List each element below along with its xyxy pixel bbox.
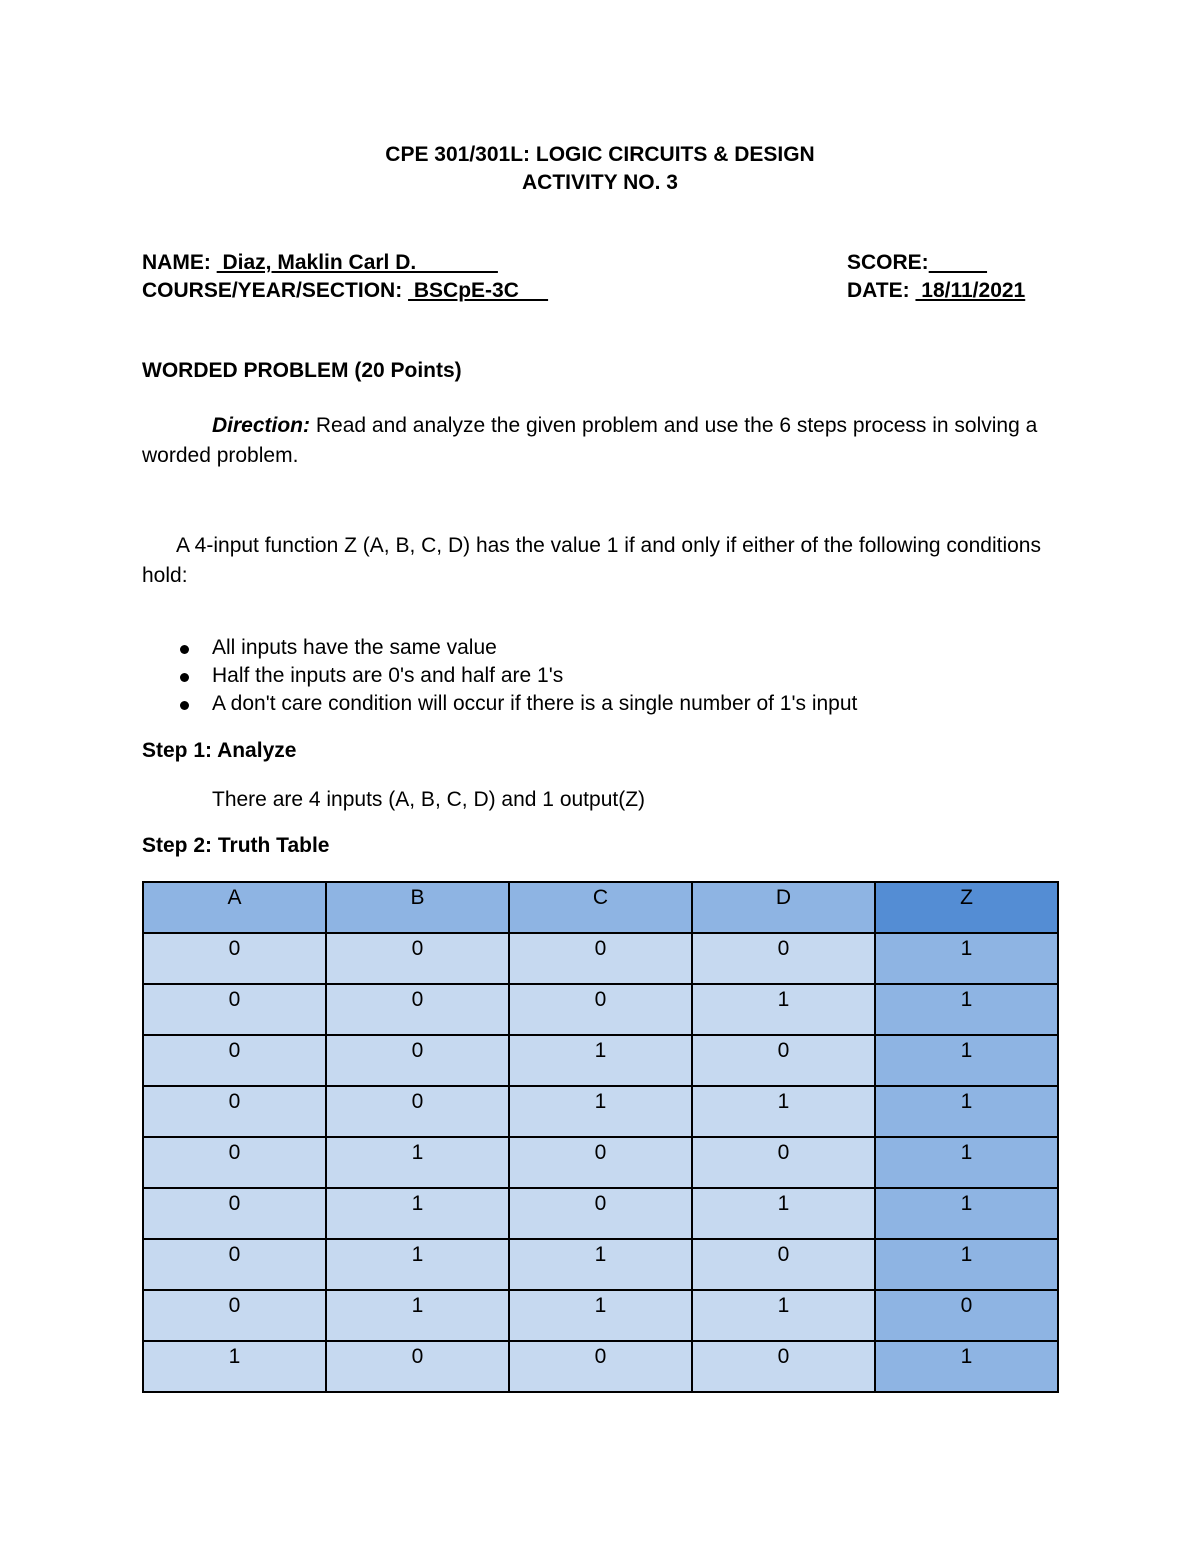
table-header-row [143, 882, 1058, 933]
table-cell: 1 [692, 1290, 875, 1341]
course-title: CPE 301/301L: LOGIC CIRCUITS & DESIGN [385, 143, 815, 166]
table-cell: 1 [509, 1290, 692, 1341]
bullet-icon [180, 701, 189, 710]
condition-item: A don't care condition will occur if there is a single number of 1's input [212, 692, 857, 716]
table-row [143, 1239, 1058, 1290]
column-header-a: A [143, 882, 326, 933]
table-cell: 0 [143, 1035, 326, 1086]
date-row [847, 279, 1025, 303]
output-cell: 1 [875, 984, 1058, 1035]
table-cell: 1 [509, 1035, 692, 1086]
output-cell: 0 [875, 1290, 1058, 1341]
table-cell: 1 [326, 1137, 509, 1188]
score-value [929, 251, 987, 274]
direction-text: Read and analyze the given problem and use the 6 steps process in solving a worded problem. [142, 414, 1038, 467]
output-cell: 1 [875, 933, 1058, 984]
table-cell: 1 [692, 984, 875, 1035]
condition-item: Half the inputs are 0's and half are 1's [212, 664, 563, 688]
problem-heading: WORDED PROBLEM (20 Points) [142, 359, 462, 382]
table-cell: 0 [326, 984, 509, 1035]
course-value: BSCpE-3C [408, 279, 549, 302]
score-row [847, 251, 987, 275]
table-cell: 0 [143, 1290, 326, 1341]
bullet-icon [180, 645, 189, 654]
table-cell: 0 [143, 1188, 326, 1239]
table-cell: 0 [143, 1137, 326, 1188]
activity-number: ACTIVITY NO. 3 [522, 171, 678, 194]
table-cell: 0 [692, 933, 875, 984]
table-cell: 0 [326, 933, 509, 984]
column-header-z: Z [875, 882, 1058, 933]
table-row [143, 1341, 1058, 1392]
truth-table [142, 881, 1059, 1393]
name-row [142, 251, 498, 275]
table-row [143, 984, 1058, 1035]
bullet-icon [180, 673, 189, 682]
table-cell: 0 [326, 1035, 509, 1086]
output-cell: 1 [875, 1035, 1058, 1086]
table-cell: 0 [143, 1239, 326, 1290]
table-cell: 0 [692, 1341, 875, 1392]
course-row [142, 279, 548, 303]
table-cell: 1 [326, 1239, 509, 1290]
table-cell: 0 [143, 984, 326, 1035]
step1-heading: Step 1: Analyze [142, 739, 297, 762]
direction-label: Direction: [212, 414, 311, 437]
condition-item: All inputs have the same value [212, 636, 497, 660]
table-cell: 0 [326, 1086, 509, 1137]
output-cell: 1 [875, 1086, 1058, 1137]
table-cell: 0 [509, 933, 692, 984]
problem-statement: A 4-input function Z (A, B, C, D) has the value 1 if and only if either of the following conditions hold: [142, 534, 1041, 587]
date-value: 18/11/2021 [915, 279, 1026, 302]
table-cell: 0 [509, 984, 692, 1035]
column-header-c: C [509, 882, 692, 933]
score-label: SCORE: [847, 251, 929, 274]
table-row [143, 1188, 1058, 1239]
table-row [143, 1086, 1058, 1137]
name-value: Diaz, Maklin Carl D. [216, 251, 498, 274]
name-label: NAME: [142, 251, 211, 274]
table-cell: 1 [509, 1086, 692, 1137]
direction-paragraph [142, 411, 1052, 471]
table-row [143, 1035, 1058, 1086]
table-cell: 1 [509, 1239, 692, 1290]
table-cell: 0 [692, 1137, 875, 1188]
table-cell: 1 [143, 1341, 326, 1392]
output-cell: 1 [875, 1239, 1058, 1290]
table-cell: 0 [692, 1239, 875, 1290]
table-row [143, 1290, 1058, 1341]
output-cell: 1 [875, 1188, 1058, 1239]
step2-heading: Step 2: Truth Table [142, 834, 330, 857]
output-cell: 1 [875, 1137, 1058, 1188]
output-cell: 1 [875, 1341, 1058, 1392]
table-cell: 0 [143, 1086, 326, 1137]
table-cell: 1 [326, 1290, 509, 1341]
step1-text: There are 4 inputs (A, B, C, D) and 1 output(Z) [212, 788, 646, 811]
table-row [143, 1137, 1058, 1188]
column-header-b: B [326, 882, 509, 933]
table-cell: 1 [326, 1188, 509, 1239]
column-header-d: D [692, 882, 875, 933]
table-row [143, 933, 1058, 984]
table-cell: 0 [326, 1341, 509, 1392]
table-cell: 0 [509, 1188, 692, 1239]
table-cell: 0 [692, 1035, 875, 1086]
table-cell: 0 [143, 933, 326, 984]
table-cell: 0 [509, 1137, 692, 1188]
date-label: DATE: [847, 279, 910, 302]
table-cell: 1 [692, 1086, 875, 1137]
course-label: COURSE/YEAR/SECTION: [142, 279, 403, 302]
table-cell: 1 [692, 1188, 875, 1239]
table-cell: 0 [509, 1341, 692, 1392]
